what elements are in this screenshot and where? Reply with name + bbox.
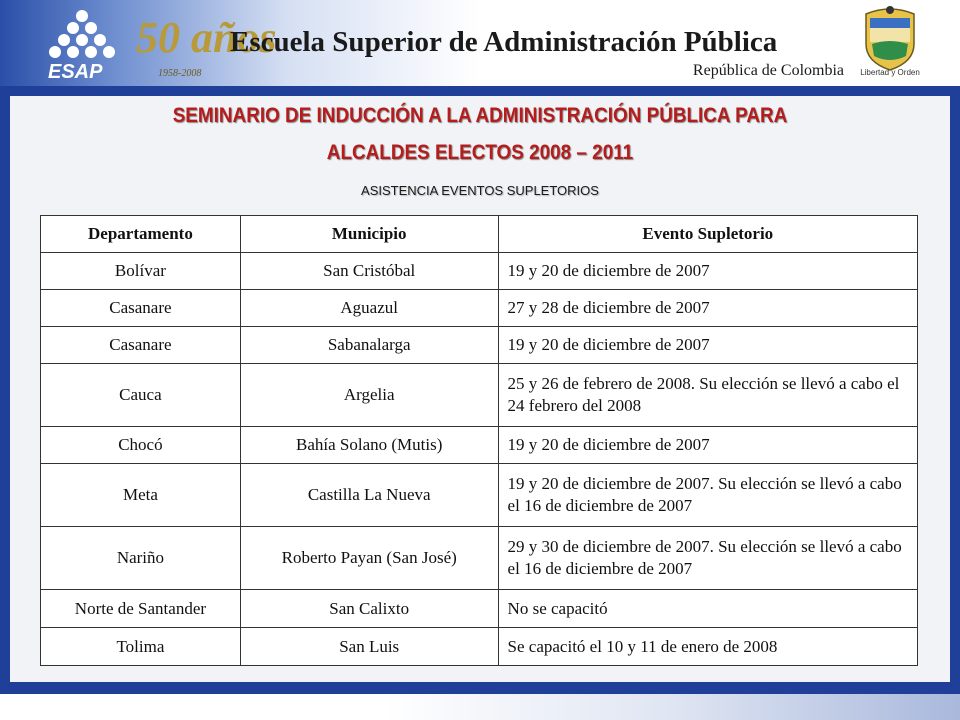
esap-logo-text: ESAP — [48, 61, 103, 83]
cell-departamento: Nariño — [41, 527, 241, 590]
cell-municipio: Argelia — [240, 364, 498, 427]
cell-municipio: Bahía Solano (Mutis) — [240, 427, 498, 464]
cell-departamento: Bolívar — [41, 253, 241, 290]
events-table — [40, 215, 918, 666]
bottom-band — [0, 694, 960, 720]
esap-logo — [40, 6, 277, 84]
table-row — [41, 327, 918, 364]
cell-evento: 19 y 20 de diciembre de 2007 — [498, 253, 917, 290]
cell-municipio: Roberto Payan (San José) — [240, 527, 498, 590]
header-evento-supletorio: Evento Supletorio — [498, 216, 917, 253]
cell-evento: No se capacitó — [498, 590, 917, 628]
table-row — [41, 527, 918, 590]
cell-municipio: San Luis — [240, 628, 498, 666]
crest-caption: Libertad y Orden — [860, 68, 920, 77]
table-row — [41, 464, 918, 527]
cell-municipio: Castilla La Nueva — [240, 464, 498, 527]
cell-evento: 19 y 20 de diciembre de 2007 — [498, 427, 917, 464]
cell-departamento: Cauca — [41, 364, 241, 427]
header-municipio: Municipio — [240, 216, 498, 253]
cell-departamento: Meta — [41, 464, 241, 527]
header-banner — [0, 0, 960, 86]
anniversary-mark: 50 años — [136, 13, 277, 62]
anniversary-years: 1958-2008 — [158, 68, 202, 79]
cell-municipio: San Cristóbal — [240, 253, 498, 290]
table-row — [41, 290, 918, 327]
table-row — [41, 427, 918, 464]
slide-title-line-1: SEMINARIO DE INDUCCIÓN A LA ADMINISTRACIÓN PÚBLICA PARA — [172, 104, 788, 127]
slide-subtitle: ASISTENCIA EVENTOS SUPLETORIOS — [361, 183, 599, 198]
cell-departamento: Chocó — [41, 427, 241, 464]
table-row — [41, 628, 918, 666]
cell-departamento: Norte de Santander — [41, 590, 241, 628]
cell-departamento: Casanare — [41, 290, 241, 327]
cell-municipio: San Calixto — [240, 590, 498, 628]
cell-evento: 29 y 30 de diciembre de 2007. Su elección se llevó a cabo el 16 de diciembre de 2007 — [498, 527, 917, 590]
cell-departamento: Tolima — [41, 628, 241, 666]
cell-evento: 25 y 26 de febrero de 2008. Su elección se llevó a cabo el 24 febrero del 2008 — [498, 364, 917, 427]
cell-evento: 19 y 20 de diciembre de 2007 — [498, 327, 917, 364]
table-header-row — [41, 216, 918, 253]
cell-municipio: Aguazul — [240, 290, 498, 327]
table-row — [41, 590, 918, 628]
slide-title-line-2: ALCALDES ELECTOS 2008 – 2011 — [326, 141, 634, 164]
cell-municipio: Sabanalarga — [240, 327, 498, 364]
cell-evento: 27 y 28 de diciembre de 2007 — [498, 290, 917, 327]
institution-subtitle: República de Colombia — [692, 62, 844, 79]
esap-dots-icon — [49, 10, 115, 58]
cell-evento: 19 y 20 de diciembre de 2007. Su elección se llevó a cabo el 16 de diciembre de 2007 — [498, 464, 917, 527]
table-row — [41, 253, 918, 290]
institution-title: Escuela Superior de Administración Pública — [230, 26, 778, 58]
cell-evento: Se capacitó el 10 y 11 de enero de 2008 — [498, 628, 917, 666]
table-row — [41, 364, 918, 427]
cell-departamento: Casanare — [41, 327, 241, 364]
header-departamento: Departamento — [41, 216, 241, 253]
